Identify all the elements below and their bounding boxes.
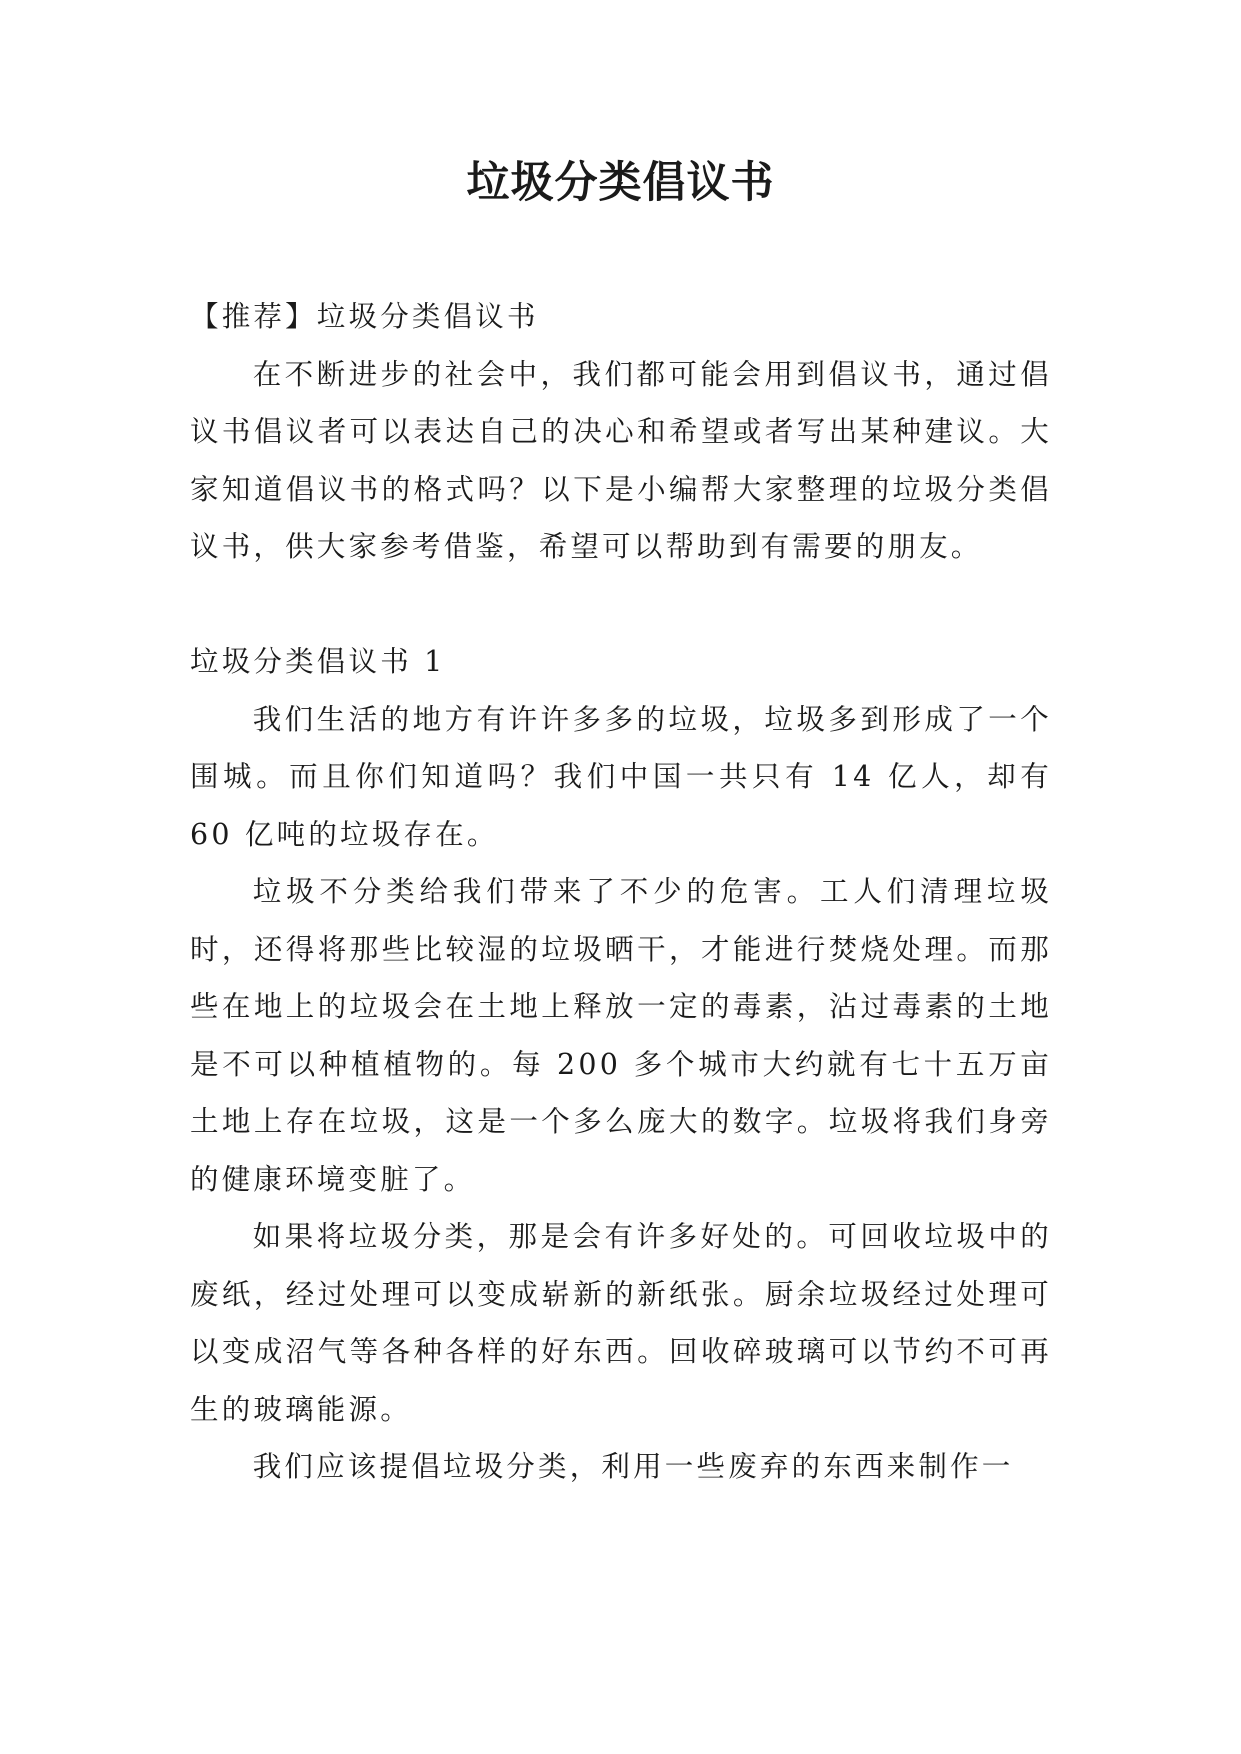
body-paragraph: 如果将垃圾分类，那是会有许多好处的。可回收垃圾中的废纸，经过处理可以变成崭新的新纸张。厨余垃圾经过处理可以变成沼气等各种各样的好东西。回收碎玻璃可以节约不可再生的玻璃能源。 [190,1220,1052,1426]
body-paragraph: 我们生活的地方有许许多多的垃圾，垃圾多到形成了一个围城。而且你们知道吗？我们中国一共只有 14 亿人，却有 60 亿吨的垃圾存在。 [190,702,1052,851]
recommend-heading: 【推荐】垃圾分类倡议书 [190,300,539,333]
section-heading: 垃圾分类倡议书 1 [190,645,446,678]
paragraph-spacer [190,576,1052,634]
intro-paragraph: 在不断进步的社会中，我们都可能会用到倡议书，通过倡议书倡议者可以表达自己的决心和希望或者写出某种建议。大家知道倡议书的格式吗？以下是小编帮大家整理的垃圾分类倡议书，供大家参考借鉴，希望可以帮助到有需要的朋友。 [190,357,1052,563]
body-paragraph: 我们应该提倡垃圾分类，利用一些废弃的东西来制作一 [252,1450,1014,1483]
document-body [190,288,1052,1496]
body-paragraph: 垃圾不分类给我们带来了不少的危害。工人们清理垃圾时，还得将那些比较湿的垃圾晒干，才能进行焚烧处理。而那些在地上的垃圾会在土地上释放一定的毒素，沾过毒素的土地是不可以种植植物的。每 200 多个城市大约就有七十五万亩土地上存在垃圾，这是一个多么庞大的数字。垃圾将我们身旁的健康环境变脏了。 [190,875,1052,1196]
document-title: 垃圾分类倡议书 [466,158,775,208]
